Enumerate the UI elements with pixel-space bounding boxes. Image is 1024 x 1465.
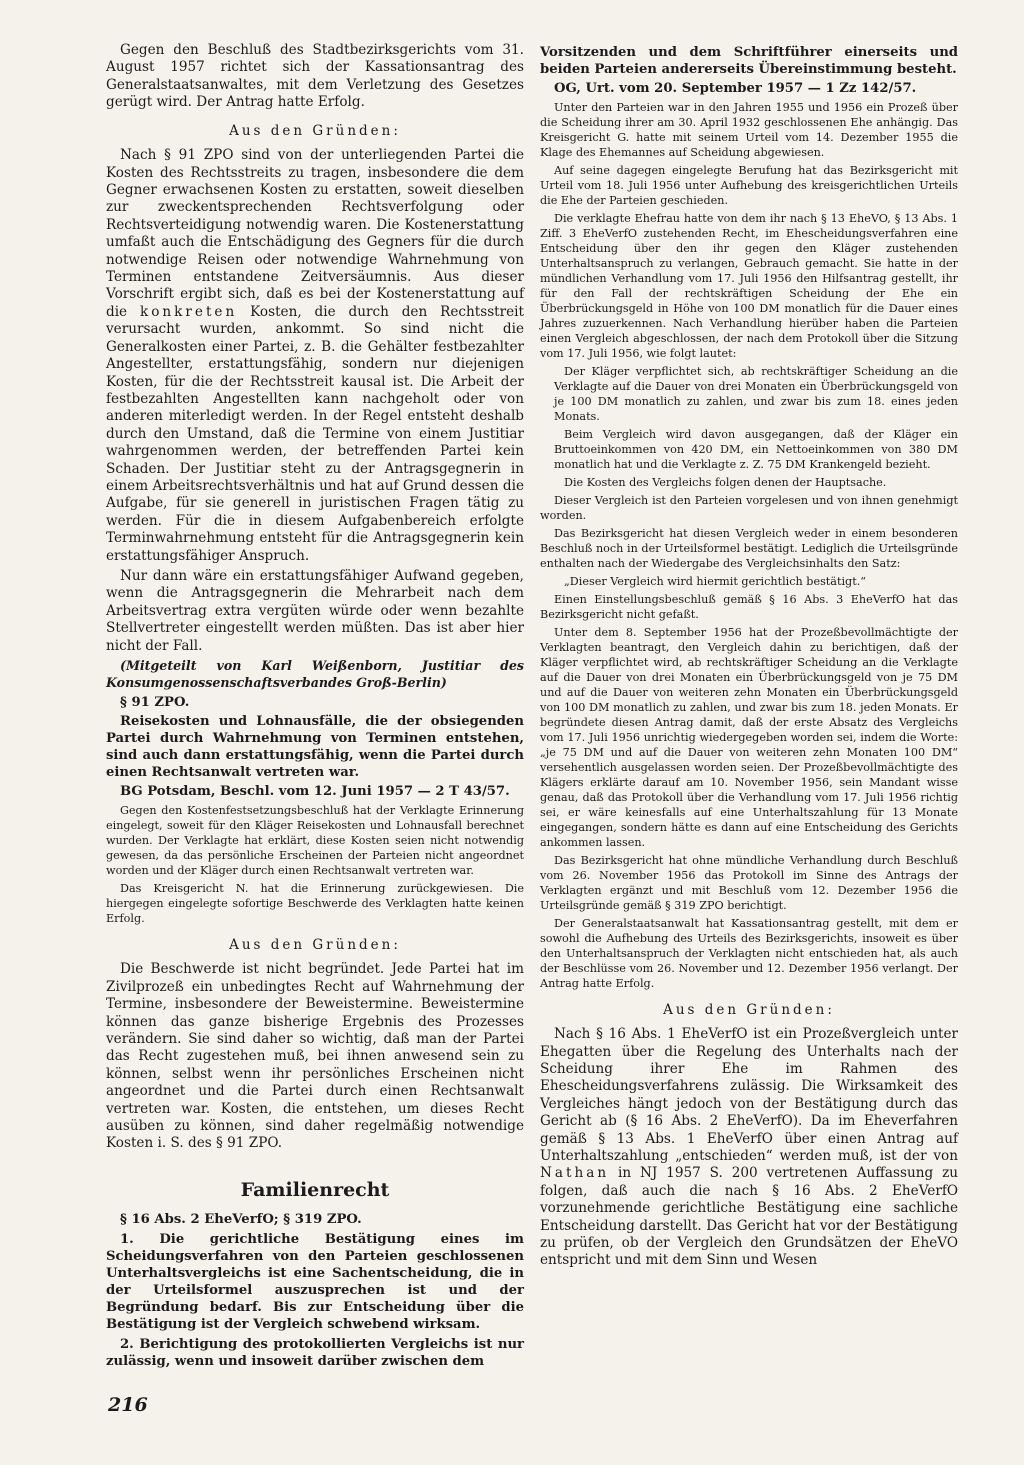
court-citation: OG, Urt. vom 20. September 1957 — 1 Zz 142/57. bbox=[554, 81, 917, 96]
quoted-settlement: Die Kosten des Vergleichs folgen denen der Hauptsache. bbox=[564, 475, 887, 489]
quoted-settlement: Beim Vergleich wird davon ausgegangen, daß der Kläger ein Bruttoeinkommen von 420 DM, ein Nettoeinkommen von 380 DM monatlich hat und die Verklagte z. Z. 75 DM Krankengeld bezieht. bbox=[554, 427, 958, 471]
attribution: (Mitgeteilt von Karl Weißenborn, Justitiar des Konsumgenossenschaftsverbandes Groß-Berlin) bbox=[106, 658, 524, 690]
body-paragraph: Die Beschwerde ist nicht begründet. Jede Partei hat im Zivilprozeß ein unbedingtes Recht auf Wahrnehmung der Termine, insbesondere der Beweistermine. Beweistermine können das ganze bisherige Ergebnis des Prozesses verändern. Sie sind daher so wichtig, daß man der Partei das Recht zugestehen muß, bei ihnen anwesend sein zu können, selbst wenn ihr persönliches Erscheinen nicht angeordnet und die Partei durch einen Rechtsanwalt vertreten war. Kosten, die entstehen, um dieses Recht ausüben zu können, sind daher regelmäßig notwendige Kosten i. S. des § 91 ZPO. bbox=[106, 961, 524, 1152]
section-heading: Aus den Gründen: bbox=[229, 936, 401, 953]
emphasis-text: konkreten bbox=[140, 303, 238, 320]
body-paragraph: Dieser Vergleich ist den Parteien vorgelesen und von ihnen genehmigt worden. bbox=[540, 493, 958, 522]
statute-reference: § 16 Abs. 2 EheVerfO; § 319 ZPO. bbox=[120, 1212, 362, 1228]
body-paragraph: Unter dem 8. September 1956 hat der Prozeßbevollmächtigte der Verklagten beantragt, den Vergleich dahin zu berichtigen, daß der Kläger verpflichtet wird, ab rechtskräftiger Scheidung an die Verklagte auf die Dauer von drei Monaten ein Überbrückungsgeld von je 75 DM und auf die Dauer von weiteren zehn Monaten ein Überbrückungsgeld von 100 DM monatlich zu zahlen, und zwar bis zum 18. jeden Monats. Er begründete diesen Antrag damit, daß der erste Absatz des Vergleichs vom 17. Juli 1956 unrichtig wiedergegeben worden sei, indem die Worte: „je 75 DM und auf die Dauer von weiteren zehn Monaten 100 DM“ versehentlich ausgelassen worden seien. Der Prozeßbevollmächtigte des Klägers erklärte darauf am 10. November 1956, sein Mandant wisse genau, daß das Protokoll über die Verhandlung vom 17. Juli 1956 richtig sei, er wäre keinesfalls auf eine Unterhaltszahlung für 13 Monate eingegangen, sondern hätte es dann auf eine Entscheidung des Gerichts ankommen lassen. bbox=[540, 625, 958, 849]
quoted-settlement: Der Kläger verpflichtet sich, ab rechtskräftiger Scheidung an die Verklagte auf die Dauer von drei Monaten ein Überbrückungsgeld von je 100 DM monatlich zu zahlen, und zwar bis zum 18. eines jeden Monats. bbox=[554, 364, 958, 423]
text-run: in NJ 1957 S. 200 vertretenen Auffassung zu folgen, daß auch die nach § 16 Abs. 2 EheVerfO vorzunehmende gerichtliche Bestätigung eine sachliche Entscheidung darstellt. Das Gericht hat vor der Bestätigung zu prüfen, ob der Vergleich den Grundsätzen der EheVO entspricht und mit dem Sinn und Wesen bbox=[540, 1165, 958, 1269]
headnote-continued: Vorsitzenden und dem Schriftführer einerseits und beiden Parteien andererseits Übereinstimmung besteht. bbox=[540, 45, 958, 77]
headnote: Reisekosten und Lohnausfälle, die der obsiegenden Partei durch Wahrnehmung von Terminen entstehen, sind auch dann erstattungsfähig, wenn die Partei durch einen Rechtsanwalt vertreten war. bbox=[106, 714, 524, 781]
body-paragraph: Unter den Parteien war in den Jahren 1955 und 1956 ein Prozeß über die Scheidung ihrer am 30. April 1932 geschlossenen Ehe anhängig. Das Kreisgericht G. hatte mit seinem Urteil vom 14. Dezember 1955 die Klage des Ehemannes auf Scheidung abgewiesen. bbox=[540, 100, 958, 159]
text-run: Nach § 91 ZPO sind von der unterliegenden Partei die Kosten des Rechtsstreits zu tragen, insbesondere die dem Gegner erwachsenen Kosten zu erstatten, soweit dieselben zur zweckentsprechenden Rechtsverfolgung oder Rechtsverteidigung notwendig waren. Die Kostenerstattung umfaßt auch die Entschädigung des Gegners für die durch notwendige Reisen oder notwendige Wahrnehmung von Terminen entstandene Zeitversäumnis. Aus dieser Vorschrift ergibt sich, daß es bei der Kostenerstattung auf die bbox=[106, 147, 524, 320]
body-paragraph: Nur dann wäre ein erstattungsfähiger Aufwand gegeben, wenn die Antragsgegnerin die Mehrarbeit nach dem Arbeitsvertrag extra vergüten würde oder wenn bezahlte Stellvertreter eingestellt werden müßten. Das ist aber hier nicht der Fall. bbox=[106, 567, 524, 654]
statute-reference: § 91 ZPO. bbox=[120, 694, 190, 710]
headnote: 2. Berichtigung des protokollierten Vergleichs ist nur zulässig, wenn und insoweit darüber zwischen dem bbox=[106, 1337, 524, 1370]
headnote: 1. Die gerichtliche Bestätigung eines im Scheidungsverfahren von den Parteien geschlossenen Unterhaltsvergleichs ist eine Sachentscheidung, die in der Urteilsformel auszusprechen ist und der Begründung bedarf. Bis zur Entscheidung über die Bestätigung ist der Vergleich schwebend wirksam. bbox=[106, 1232, 524, 1333]
body-paragraph: Einen Einstellungsbeschluß gemäß § 16 Abs. 3 EheVerfO hat das Bezirksgericht nicht gefaßt. bbox=[540, 592, 958, 621]
body-paragraph: Der Generalstaatsanwalt hat Kassationsantrag gestellt, mit dem er sowohl die Aufhebung des Urteils des Bezirksgerichts, insoweit es über den Unterhaltsanspruch der Verklagten nicht entschieden hat, als auch der Beschlüsse vom 26. November und 12. Dezember 1956 verlangt. Der Antrag hatte Erfolg. bbox=[540, 916, 958, 990]
body-paragraph: Das Bezirksgericht hat diesen Vergleich weder in einem besonderen Beschluß noch in der Urteilsformel bestätigt. Lediglich die Urteilsgründe enthalten nach der Wiedergabe des Vergleichsinhalts den Satz: bbox=[540, 526, 958, 570]
family-law-heading: Familienrecht bbox=[240, 1178, 390, 1201]
emphasis-text: Nathan bbox=[540, 1165, 610, 1182]
body-paragraph: Gegen den Kostenfestsetzungsbeschluß hat der Verklagte Erinnerung eingelegt, soweit für den Kläger Reisekosten und Lohnausfall berechnet wurden. Der Verklagte hat erklärt, diese Kosten seien nicht notwendig gewesen, da das persönliche Erscheinen der Parteien nicht angeordnet worden und der Kläger durch einen Rechtsanwalt vertreten war. bbox=[106, 803, 524, 877]
body-paragraph: Auf seine dagegen eingelegte Berufung hat das Bezirksgericht mit Urteil vom 18. Juli 1956 unter Aufhebung des kreisgerichtlichen Urteils die Ehe der Parteien geschieden. bbox=[540, 163, 958, 207]
intro-paragraph: Gegen den Beschluß des Stadtbezirksgerichts vom 31. August 1957 richtet sich der Kassationsantrag des Generalstaatsanwaltes, mit dem Verletzung des Gesetzes gerügt wird. Der Antrag hatte Erfolg. bbox=[106, 42, 524, 111]
section-heading: Aus den Gründen: bbox=[663, 1001, 835, 1018]
text-run: Kosten, die durch den Rechtsstreit verursacht wurden, ankommt. So sind nicht die Generalkosten einer Partei, z. B. die Gehälter festbezahlter Angestellter, erstattungsfähig, sondern nur diejenigen Kosten, für die der Rechtsstreit kausal ist. Die Arbeit der festbezahlten Angestellten kann nachgeholt oder von anderen miterledigt werden. In der Regel entsteht deshalb durch den Umstand, daß die Termine von einem Justitiar wahrgenommen werden, der betreffenden Partei kein Schaden. Der Justitiar steht zu der Antragsgegnerin in einem Arbeitsrechtsverhältnis und hat auf Grund dessen die Aufgabe, für sie generell in juristischen Fragen tätig zu werden. Für die in diesem Aufgabenbereich erfolgte Terminwahrnehmung entsteht für die Antragsgegnerin kein erstattungsfähiger Anspruch. bbox=[106, 303, 524, 564]
body-paragraph bbox=[540, 1026, 958, 1270]
body-paragraph: Das Bezirksgericht hat ohne mündliche Verhandlung durch Beschluß vom 26. November 1956 das Protokoll im Sinne des Antrags der Verklagten ergänzt und mit Beschluß vom 12. Dezember 1956 die Urteilsgründe gemäß § 319 ZPO berichtigt. bbox=[540, 853, 958, 912]
left-column bbox=[106, 42, 524, 1373]
body-paragraph bbox=[106, 147, 524, 565]
section-heading: Aus den Gründen: bbox=[229, 122, 401, 139]
body-paragraph: Das Kreisgericht N. hat die Erinnerung zurückgewiesen. Die hiergegen eingelegte sofortige Beschwerde des Verklagten hatte keinen Erfolg. bbox=[106, 881, 524, 925]
right-column bbox=[540, 44, 958, 1273]
court-citation: BG Potsdam, Beschl. vom 12. Juni 1957 — 2 T 43/57. bbox=[120, 784, 510, 800]
text-run: Nach § 16 Abs. 1 EheVerfO ist ein Prozeßvergleich unter Ehegatten über die Regelung des Unterhalts nach der Scheidung ihrer Ehe im Rahmen des Ehescheidungsverfahrens zulässig. Die Wirksamkeit des Vergleiches hängt jedoch von der Bestätigung durch das Gericht ab (§ 16 Abs. 2 EheVerfO). Da im Eheverfahren gemäß § 13 Abs. 1 EheVerfO über einen Antrag auf Unterhaltszahlung „entschieden“ werden muß, ist der von bbox=[540, 1026, 958, 1165]
quoted-sentence: „Dieser Vergleich wird hiermit gerichtlich bestätigt.“ bbox=[564, 574, 866, 588]
page-number: 216 bbox=[108, 1394, 148, 1416]
body-paragraph: Die verklagte Ehefrau hatte von dem ihr nach § 13 EheVO, § 13 Abs. 1 Ziff. 3 EheVerfO zustehenden Recht, im Ehescheidungsverfahren eine Entscheidung über den ihr gegen den Kläger zustehenden Unterhaltsanspruch zu verlangen, Gebrauch gemacht. Sie hatte in der mündlichen Verhandlung vom 17. Juli 1956 den Hilfsantrag gestellt, ihr für den Fall der rechtskräftigen Scheidung der Ehe ein Überbrückungsgeld in Höhe von 100 DM monatlich für die Dauer eines Jahres zuzuerkennen. Nach Verhandlung hierüber haben die Parteien einen Vergleich abgeschlossen, der nach dem Protokoll über die Sitzung vom 17. Juli 1956, wie folgt lautet: bbox=[540, 211, 958, 360]
